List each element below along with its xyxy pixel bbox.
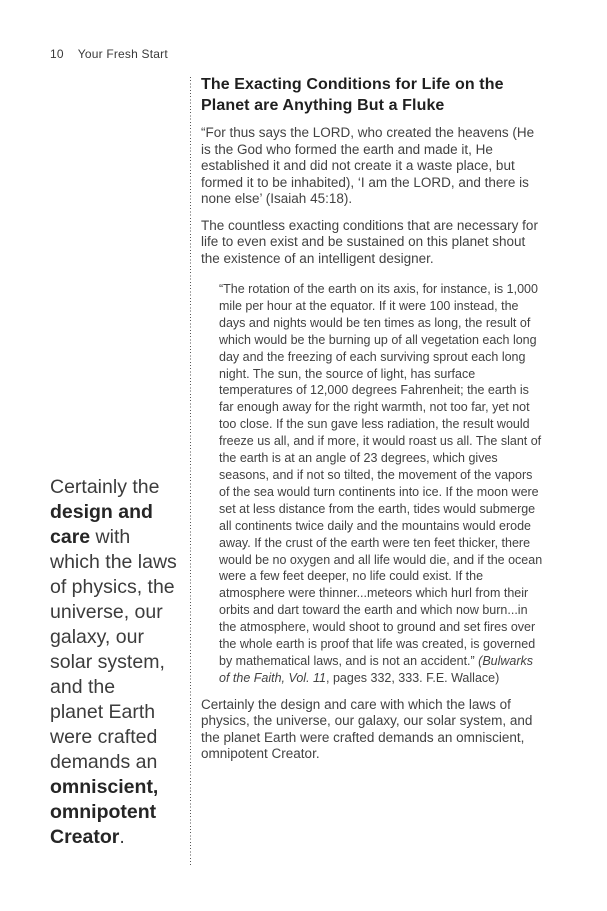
- pull-quote-line: [50, 500, 192, 525]
- block-quote: [219, 281, 543, 687]
- pull-quote-bold-text: omnipotent: [50, 801, 157, 823]
- pull-quote-text: of physics, the: [50, 576, 175, 598]
- pull-quote-text: galaxy, our: [50, 626, 144, 648]
- pull-quote-bold-text: design and: [50, 501, 153, 523]
- pull-quote-line: [50, 650, 192, 675]
- pull-quote-line: [50, 725, 192, 750]
- page-number: 10: [50, 47, 64, 61]
- block-quote-text: “The rotation of the earth on its axis, for instance, is 1,000 mile per hour at the equator. If it were 100 instead, the days and nights would be ten times as long, the result of which would be the burning up of all vegetation each long day and the freezing of each surviving sprout each long night. The sun, the source of light, has surface temperatures of 12,000 degrees Fahrenheit; the earth is far enough away for the right warmth, not too far, yet not too close. If the sun gave less radiation, the result would freeze us all, and if more, it would roast us all. The slant of the earth is at an angle of 23 degrees, which gives seasons, and if not so tilted, the movement of the vapors of the sea would turn continents into ice. If the moon were set at less distance from the earth, tides would submerge all continents twice daily and the mountains would erode away. If the crust of the earth were ten feet thicker, there would be no oxygen and all life would die, and if the ocean were a few feet deeper, no life could exist. If the atmosphere were thinner...meteors which hurl from their orbits and dart toward the earth and which now burn...in the atmosphere, would shoot to ground and set fires over the whole earth is proof that life was created, is governed by mathematical laws, and is not an accident.”: [219, 282, 543, 668]
- pull-quote-text: demands an: [50, 751, 158, 773]
- pull-quote-line: [50, 550, 192, 575]
- running-head: [50, 47, 168, 61]
- section-heading: The Exacting Conditions for Life on the Planet are Anything But a Fluke: [201, 76, 504, 114]
- pull-quote-line: [50, 525, 192, 550]
- pull-quote-text: planet Earth: [50, 701, 156, 723]
- pull-quote-text: with: [90, 526, 131, 548]
- pull-quote-line: [50, 825, 192, 850]
- running-title: Your Fresh Start: [77, 47, 168, 61]
- pull-quote-text: Certainly the: [50, 476, 160, 498]
- pull-quote-bold-text: care: [50, 526, 91, 548]
- closing-paragraph: Certainly the design and care with which the laws of physics, the universe, our galaxy, our solar system, and the planet Earth were crafted demands an omniscient, omnipotent Creator.: [201, 696, 533, 762]
- pull-quote-text: and the: [50, 676, 116, 698]
- quote-citation-pages: , pages 332, 333. F.E. Wallace): [326, 670, 500, 685]
- pull-quote-line: [50, 575, 192, 600]
- pull-quote-text: universe, our: [50, 601, 163, 623]
- pull-quote-text: were crafted: [50, 726, 158, 748]
- quote-citation-title: (Bulwarks of the Faith, Vol. 11: [219, 653, 534, 685]
- pull-quote-line: [50, 600, 192, 625]
- intro-paragraph: The countless exacting conditions that are necessary for life to even exist and be sustained on this planet shout the existence of an intelligent designer.: [201, 217, 538, 266]
- pull-quote-text: .: [119, 826, 125, 848]
- pull-quote-line: [50, 625, 192, 650]
- pull-quote-bold-text: omniscient,: [50, 776, 159, 798]
- pull-quote-line: [50, 475, 192, 500]
- pull-quote-text: which the laws: [50, 551, 177, 573]
- main-text-column: [201, 75, 544, 763]
- pull-quote-text: solar system,: [50, 651, 165, 673]
- scripture-paragraph: “For thus says the LORD, who created the heavens (He is the God who formed the earth and made it, He established it and did not create it a waste place, but formed it to be inhabited), ‘I am the LORD, and there is none else’ (Isaiah 45:18).: [201, 125, 535, 206]
- pull-quote-bold-text: Creator: [50, 826, 120, 848]
- pull-quote-line: [50, 675, 192, 700]
- pull-quote-line: [50, 775, 192, 800]
- pull-quote-line: [50, 800, 192, 825]
- pull-quote-line: [50, 750, 192, 775]
- pull-quote: [50, 475, 192, 850]
- pull-quote-line: [50, 700, 192, 725]
